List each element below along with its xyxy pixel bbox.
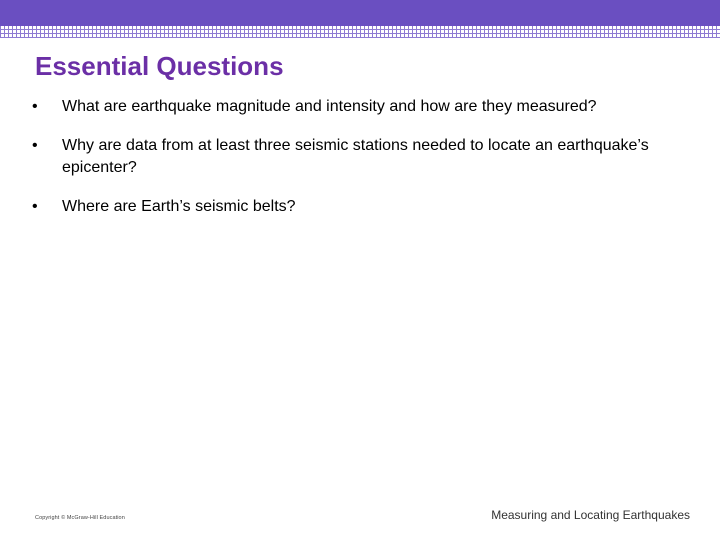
- slide-title: Essential Questions: [35, 51, 284, 81]
- question-text: What are earthquake magnitude and intensity and how are they measured?: [62, 98, 597, 115]
- question-item-1: [28, 96, 688, 118]
- bullet-marker: •: [32, 98, 38, 115]
- question-item-3: [28, 196, 688, 218]
- copyright-notice: Copyright © McGraw-Hill Education: [35, 515, 125, 521]
- question-text: Where are Earth’s seismic belts?: [62, 198, 296, 215]
- bullet-marker: •: [32, 137, 38, 154]
- question-item-2: [28, 135, 688, 179]
- question-text: Why are data from at least three seismic stations needed to locate an earthquake’s epicenter?: [62, 137, 649, 176]
- footer-lesson-title: Measuring and Locating Earthquakes: [491, 508, 690, 522]
- header-pattern-stripe: [0, 26, 720, 38]
- essential-questions-list: [28, 96, 688, 235]
- header-band: [0, 0, 720, 26]
- bullet-marker: •: [32, 198, 38, 215]
